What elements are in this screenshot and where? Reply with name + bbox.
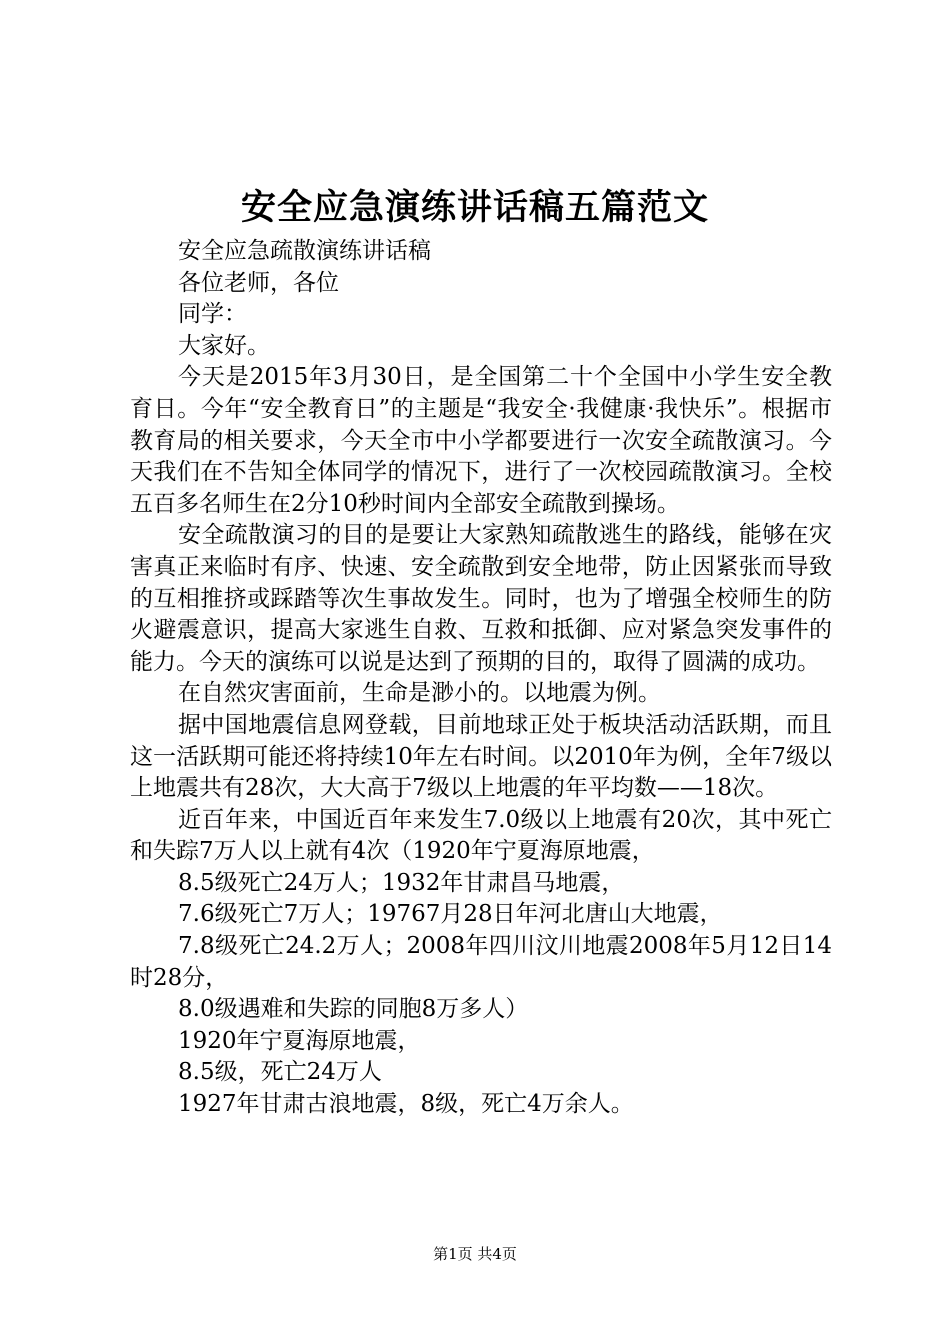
paragraph: 大家好。 (178, 332, 270, 359)
paragraph: 8.5级，死亡24万人 (178, 1059, 382, 1086)
paragraph: 同学： (178, 301, 247, 328)
paragraph: 今天是2015年3月30日，是全国第二十个全国中小学生安全教育日。今年“安全教育日”的主题是“我安全·我健康·我快乐”。根据市教育局的相关要求，今天全市中小学都要进行一次安全疏散演习。今天我们在不告知全体同学的情况下，进行了一次校园疏散演习。全校五百多名师生在2分10秒时间内全部安全疏散到操场。 (130, 364, 832, 517)
paragraph: 7.6级死亡7万人；19767月28日年河北唐山大地震， (178, 901, 723, 928)
paragraph: 据中国地震信息网登载，目前地球正处于板块活动活跃期，而且这一活跃期可能还将持续10年左右时间。以2010年为例，全年7级以上地震共有28次，大大高于7级以上地震的年平均数——18次。 (130, 711, 832, 802)
paragraph: 7.8级死亡24.2万人；2008年四川汶川地震2008年5月12日14时28分， (130, 933, 832, 991)
paragraph: 8.0级遇难和失踪的同胞8万多人） (178, 996, 529, 1023)
paragraph: 在自然灾害面前，生命是渺小的。以地震为例。 (178, 680, 661, 707)
paragraph: 近百年来，中国近百年来发生7.0级以上地震有20次，其中死亡和失踪7万人以上就有4次（1920年宁夏海原地震， (130, 806, 832, 865)
document-body (130, 236, 832, 1121)
paragraph: 各位老师，各位 (178, 269, 339, 296)
paragraph: 安全疏散演习的目的是要让大家熟知疏散逃生的路线，能够在灾害真正来临时有序、快速、安全疏散到安全地带，防止因紧张而导致的互相推挤或踩踏等次生事故发生。同时，也为了增强全校师生的防火避震意识，提高大家逃生自救、互救和抵御、应对紧急突发事件的能力。今天的演练可以说是达到了预期的目的，取得了圆满的成功。 (130, 522, 832, 675)
paragraph: 1927年甘肃古浪地震，8级，死亡4万余人。 (178, 1091, 634, 1118)
page-number-footer: 第1页 共4页 (433, 1245, 517, 1263)
paragraph: 1920年宁夏海原地震， (178, 1027, 421, 1054)
paragraph: 8.5级死亡24万人；1932年甘肃昌马地震， (178, 869, 625, 896)
document-title: 安全应急演练讲话稿五篇范文 (240, 187, 709, 228)
paragraph: 安全应急疏散演练讲话稿 (178, 238, 431, 264)
